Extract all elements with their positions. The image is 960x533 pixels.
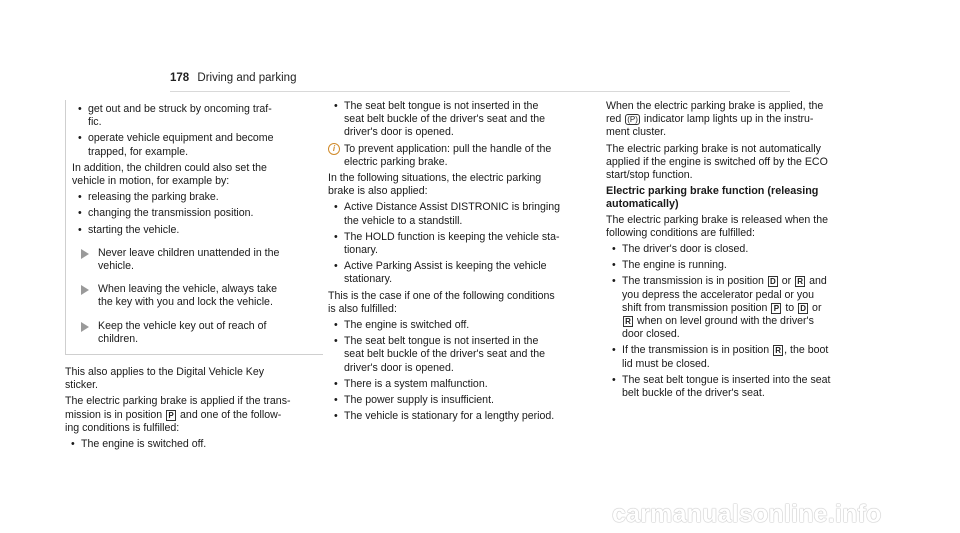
info-note: [328, 143, 598, 169]
text-run: , the boot lid must be closed.: [622, 344, 829, 370]
list-item: • The vehicle is stationary for a lengthy period.: [328, 410, 598, 423]
text-run: If the transmission is in position: [622, 344, 773, 357]
list-item: • The HOLD function is keeping the vehicle sta- tionary.: [328, 231, 598, 257]
condition-list: [65, 438, 323, 451]
list-item: • The engine is running.: [606, 259, 868, 272]
paragraph: This also applies to the Digital Vehicle Key sticker.: [65, 366, 265, 392]
info-icon: i: [328, 143, 340, 155]
paragraph: In the following situations, the electric parking brake is also applied:: [328, 172, 542, 198]
warning-bullets-2: [72, 191, 323, 237]
list-item: • The seat belt tongue is inserted into the seat belt buckle of the driver's seat.: [606, 374, 868, 400]
list-item: • operate vehicle equipment and become trapped, for example.: [72, 132, 323, 158]
situation-list: [328, 201, 598, 286]
paragraph: [606, 100, 868, 140]
list-item: • The driver's door is closed.: [606, 243, 868, 256]
column-1: [65, 100, 323, 454]
text-run: The electric parking brake is applied if the trans- mission is in position: [65, 395, 291, 421]
text-run: or: [812, 301, 822, 314]
text-run: indicator lamp lights up in the instru- ment cluster.: [606, 113, 814, 139]
text-run: or: [778, 275, 795, 288]
column-2: [328, 100, 598, 426]
arrow-right-icon: [81, 322, 89, 332]
page-header: [170, 72, 296, 85]
transmission-d-symbol: D: [798, 303, 808, 314]
page-number: 178: [170, 72, 190, 84]
instruction-text: Never leave children unattended in the vehicle.: [98, 246, 280, 273]
list-item: • The engine is switched off.: [65, 438, 323, 451]
transmission-r-symbol: R: [795, 276, 805, 287]
paragraph: The electric parking brake is not automatically applied if the engine is switched off by the ECO start/stop function.: [606, 142, 828, 182]
arrow-right-icon: [81, 285, 89, 295]
list-item: • releasing the parking brake.: [72, 191, 323, 204]
parking-brake-lamp-icon: (P): [627, 115, 638, 125]
text-run: when on level ground with the driver's door closed.: [622, 315, 814, 341]
section-title: Driving and parking: [197, 72, 297, 84]
instruction-text: When leaving the vehicle, always take the key with you and lock the vehicle.: [98, 283, 278, 309]
note-text: To prevent application: pull the handle of the electric parking brake.: [344, 142, 552, 168]
list-item: • The engine is switched off.: [328, 319, 598, 332]
instruction-item: [72, 247, 323, 273]
instruction-item: [72, 320, 323, 346]
paragraph: [65, 395, 323, 435]
warning-bullets-top: [72, 103, 323, 159]
list-item: • Active Parking Assist is keeping the vehicle stationary.: [328, 260, 598, 286]
text-run: and you depress the accelerator pedal or you shift from transmission position: [622, 275, 827, 314]
list-item: • The seat belt tongue is not inserted in the seat belt buckle of the driver's seat and the driver's door is opened.: [328, 335, 598, 375]
paragraph: This is the case if one of the following conditions is also fulfilled:: [328, 289, 555, 315]
text-run: The transmission is in position: [622, 275, 767, 288]
condition-list-top: [328, 100, 598, 140]
list-item: • get out and be struck by oncoming traf- fic.: [72, 103, 323, 129]
text-run: When the electric parking brake is applied, the red: [606, 100, 824, 126]
text-run: to: [782, 301, 798, 314]
transmission-p-symbol: P: [771, 303, 781, 314]
list-item: [606, 275, 868, 341]
paragraph: The electric parking brake is released when the following conditions are fulfilled:: [606, 213, 828, 239]
transmission-r-symbol: R: [773, 345, 783, 356]
arrow-right-icon: [81, 249, 89, 259]
instruction-text: Keep the vehicle key out of reach of children.: [98, 319, 267, 345]
list-item: • changing the transmission position.: [72, 207, 323, 220]
section-heading: Electric parking brake function (releasing automatically): [606, 185, 819, 211]
list-item: • Active Distance Assist DISTRONIC is bringing the vehicle to a standstill.: [328, 201, 598, 227]
column-3: [606, 100, 868, 403]
watermark: carmanualsonline.info: [612, 500, 882, 528]
text-run: and one of the follow- ing conditions is fulfilled:: [65, 408, 282, 434]
warning-paragraph: In addition, the children could also set the vehicle in motion, for example by:: [72, 161, 267, 188]
header-divider: [170, 91, 790, 92]
release-condition-list: [606, 243, 868, 400]
list-item: [606, 344, 868, 370]
transmission-d-symbol: D: [768, 276, 778, 287]
transmission-p-symbol: P: [166, 410, 176, 421]
list-item: • There is a system malfunction.: [328, 378, 598, 391]
list-item: • starting the vehicle.: [72, 224, 323, 237]
transmission-r-symbol: R: [623, 316, 633, 327]
list-item: • The seat belt tongue is not inserted in the seat belt buckle of the driver's seat and the driver's door is opened.: [328, 100, 598, 140]
instruction-item: [72, 283, 323, 309]
list-item: • The power supply is insufficient.: [328, 394, 598, 407]
warning-box: [65, 100, 323, 355]
condition-list-bottom: [328, 319, 598, 423]
